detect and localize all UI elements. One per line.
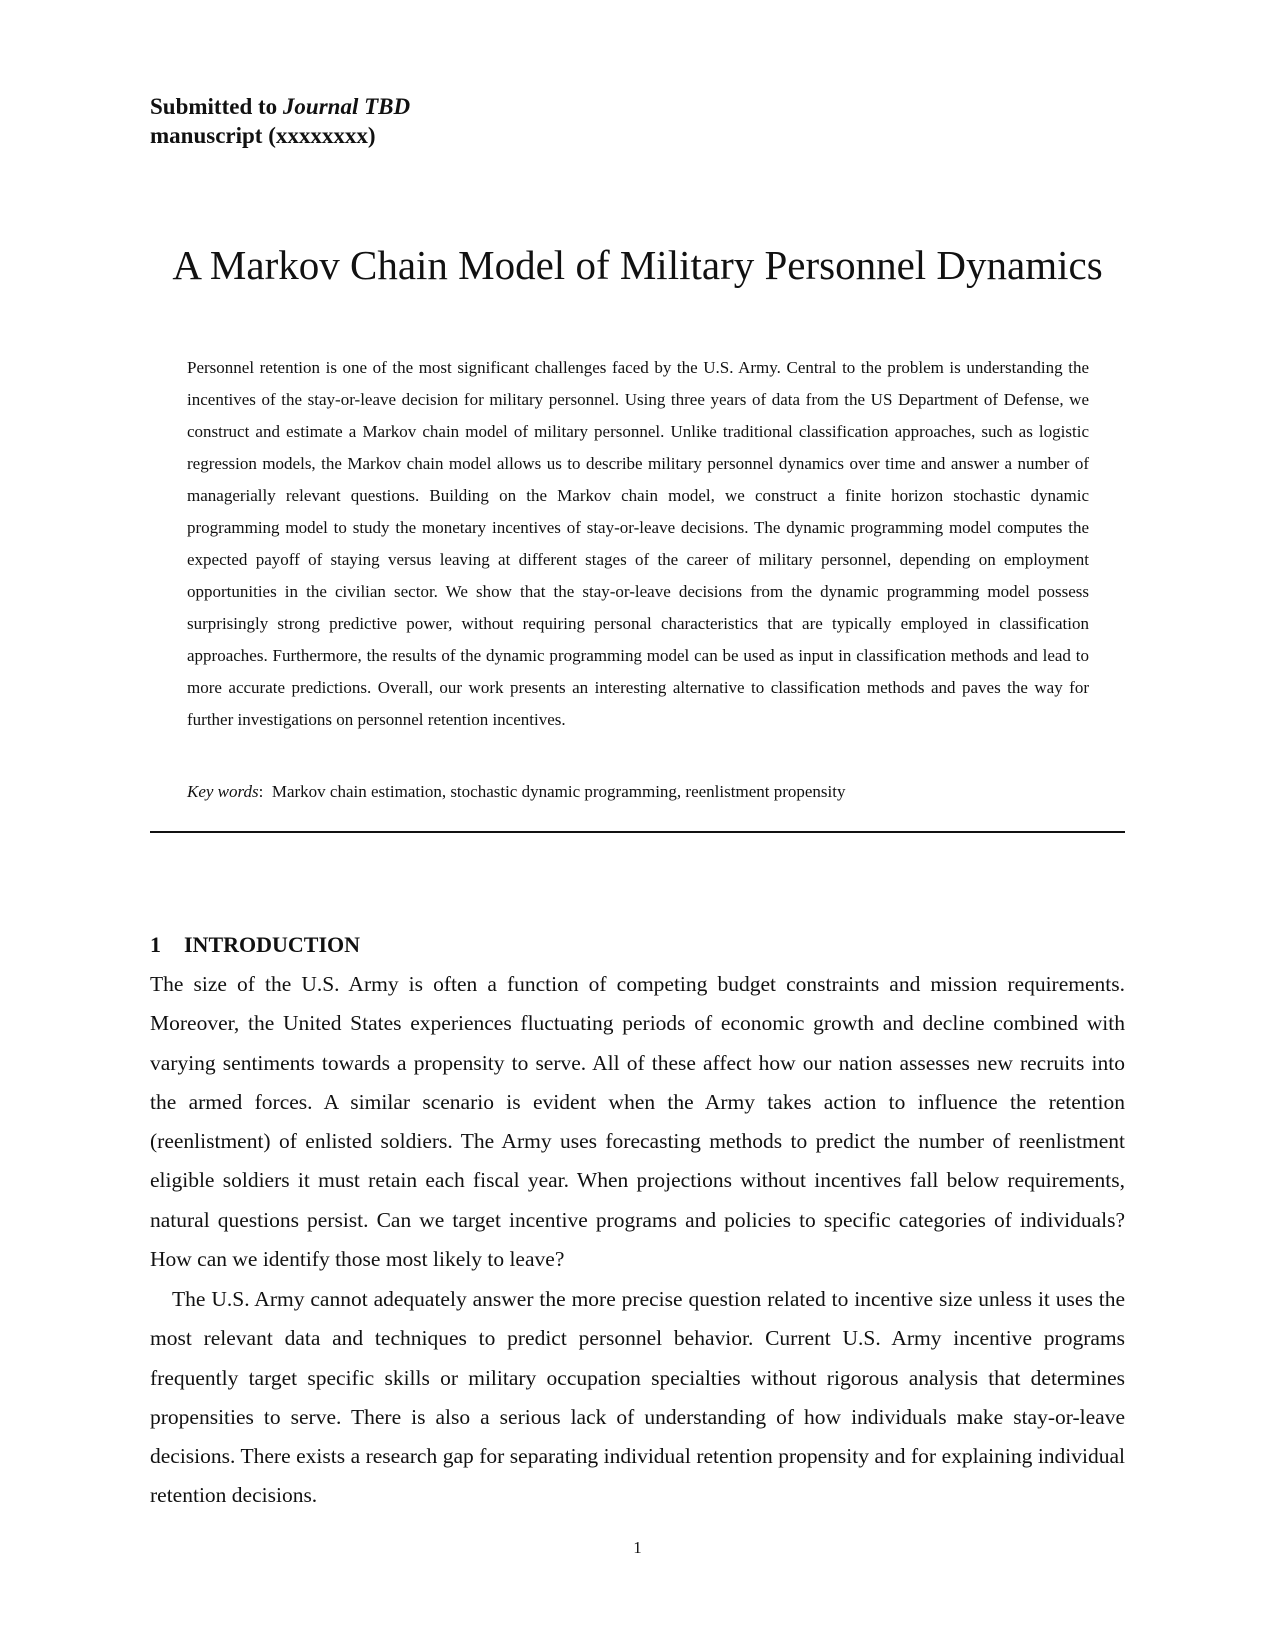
keywords-separator: : — [258, 782, 264, 801]
manuscript-id: manuscript (xxxxxxxx) — [150, 123, 376, 148]
section-heading — [150, 931, 360, 959]
submitted-line — [150, 92, 410, 121]
submission-header — [150, 92, 410, 150]
journal-name: Journal TBD — [282, 94, 411, 119]
body-paragraph: The size of the U.S. Army is often a function of competing budget constraints and mission requirements. Moreover, the United States experiences fluctuating periods of economic growth and decline combined with varying sentiments towards a propensity to serve. All of these affect how our nation assesses new recruits into the armed forces. A similar scenario is evident when the Army takes action to influence the retention (reenlistment) of enlisted soldiers. The Army uses forecasting methods to predict the number of reenlistment eligible soldiers it must retain each fiscal year. When projections without incentives fall below requirements, natural questions persist. Can we target incentive programs and policies to specific categories of individuals? How can we identify those most likely to leave? — [150, 972, 1125, 1272]
section-number: 1 — [150, 932, 161, 957]
abstract: Personnel retention is one of the most significant challenges faced by the U.S. Army. Central to the problem is understanding the incentives of the stay-or-leave decision for military personnel. Using three years of data from the US Department of Defense, we construct and estimate a Markov chain model of military personnel. Unlike traditional classification approaches, such as logistic regression models, the Markov chain model allows us to describe military personnel dynamics over time and answer a number of managerially relevant questions. Building on the Markov chain model, we construct a finite horizon stochastic dynamic programming model to study the monetary incentives of stay-or-leave decisions. The dynamic programming model computes the expected payoff of staying versus leaving at different stages of the career of military personnel, depending on employment opportunities in the civilian sector. We show that the stay-or-leave decisions from the dynamic programming model possess surprisingly strong predictive power, without requiring personal characteristics that are typically employed in classification approaches. Furthermore, the results of the dynamic programming model can be used as input in classification methods and lead to more accurate predictions. Overall, our work presents an interesting alternative to classification methods and paves the way for further investigations on personnel retention incentives. — [187, 358, 1089, 729]
abstract-divider — [150, 831, 1125, 833]
keywords — [187, 780, 1089, 804]
submitted-prefix: Submitted to — [150, 94, 278, 119]
body-paragraph: The U.S. Army cannot adequately answer the more precise question related to incentive size unless it uses the most relevant data and techniques to predict personnel behavior. Current U.S. Army incentive programs frequently target specific skills or military occupation specialties without rigorous analysis that determines propensities to serve. There is also a serious lack of understanding of how individuals make stay-or-leave decisions. There exists a research gap for separating individual retention propensity and for explaining individual retention decisions. — [150, 1287, 1125, 1508]
section-title: INTRODUCTION — [184, 932, 361, 957]
paper-title: A Markov Chain Model of Military Personnel Dynamics — [172, 242, 1103, 288]
page-number: 1 — [633, 1538, 642, 1557]
keywords-label: Key words — [187, 782, 259, 801]
keywords-text: Markov chain estimation, stochastic dynamic programming, reenlistment propensity — [271, 782, 846, 801]
